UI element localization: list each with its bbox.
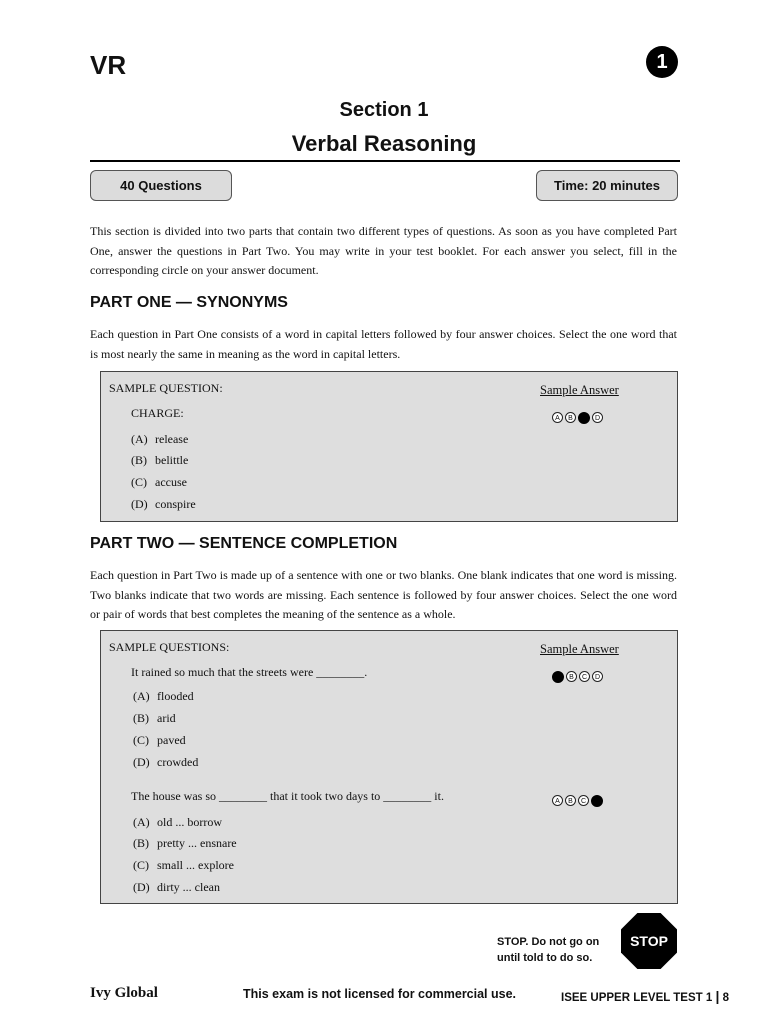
answer-bubble-b: B: [565, 795, 576, 806]
choice-text: dirty ... clean: [157, 880, 220, 894]
sample-question-box: [100, 371, 678, 522]
answer-bubble-a-filled: [552, 671, 564, 683]
answer-bubble-b: B: [565, 412, 576, 423]
choice-letter: (A): [133, 815, 150, 829]
answer-bubble-a: A: [552, 412, 563, 423]
choice-text: release: [155, 432, 189, 446]
choice-letter: (D): [131, 497, 148, 511]
part-two-instructions: Each question in Part Two is made up of a sentence with one or two blanks. One blank indicates that one word is missing. Two blanks indicate that two words are missing. Each sentence is followed by four answer choices. Select the one word or pair of words that best completes the meaning of the sentence as a whole.: [90, 568, 677, 621]
stop-instruction-line2: until told to do so.: [497, 952, 593, 964]
choice-letter: (A): [131, 432, 148, 446]
sample-question-label: SAMPLE QUESTION:: [109, 381, 223, 395]
choice-letter: (B): [133, 836, 149, 850]
choice-text: flooded: [157, 689, 194, 703]
answer-bubbles: [552, 795, 603, 807]
answer-bubbles: [552, 671, 603, 683]
time-limit-pill: Time: 20 minutes: [536, 170, 678, 201]
choice-letter: (A): [133, 689, 150, 703]
choice-text: accuse: [155, 475, 187, 489]
answer-bubble-b: B: [566, 671, 577, 682]
footer-brand-logo: Ivy Global: [90, 985, 158, 1001]
sample-questions-label: SAMPLE QUESTIONS:: [109, 640, 230, 654]
choice-text: arid: [157, 711, 176, 725]
choice-item: [133, 836, 237, 851]
section-number-badge: 1: [646, 46, 678, 78]
question-count-pill: 40 Questions: [90, 170, 232, 201]
stop-instruction: [497, 934, 599, 966]
choice-letter: (B): [131, 453, 147, 467]
stop-sign-label: STOP: [630, 933, 668, 949]
footer-test-info: [561, 988, 729, 1004]
choice-text: conspire: [155, 497, 196, 511]
part-two-heading: PART TWO — SENTENCE COMPLETION: [90, 535, 398, 552]
choice-letter: (B): [133, 711, 149, 725]
answer-bubbles: [552, 412, 603, 424]
section-code: VR: [90, 50, 127, 80]
sample-answer-label: Sample Answer: [540, 383, 619, 397]
choice-item: [133, 880, 220, 895]
answer-bubble-d: D: [592, 412, 603, 423]
sample-questions-box: [100, 630, 678, 904]
choice-item: [131, 475, 187, 490]
choice-letter: (D): [133, 755, 150, 769]
choice-text: paved: [157, 733, 186, 747]
footer-page-number: 8: [722, 992, 729, 1004]
answer-bubble-a: A: [552, 795, 563, 806]
sample-word: CHARGE:: [131, 406, 184, 420]
answer-bubble-c: C: [579, 671, 590, 682]
answer-bubble-d: D: [592, 671, 603, 682]
stop-sign-icon: [621, 913, 677, 969]
choice-item: [133, 815, 222, 830]
choice-text: crowded: [157, 755, 199, 769]
choice-item: [133, 711, 176, 726]
choice-item: [133, 755, 198, 770]
choice-letter: (C): [133, 733, 149, 747]
choice-letter: (C): [131, 475, 147, 489]
answer-bubble-c-filled: [578, 412, 590, 424]
choice-item: [133, 858, 234, 873]
choice-item: [133, 689, 194, 704]
question-stem: It rained so much that the streets were ________.: [131, 665, 368, 679]
footer-separator: |: [715, 988, 720, 1004]
answer-bubble-d-filled: [591, 795, 603, 807]
choice-letter: (C): [133, 858, 149, 872]
choice-item: [133, 733, 186, 748]
section-title: Section 1: [339, 99, 429, 121]
sample-answer-label: Sample Answer: [540, 642, 619, 656]
section-name: Verbal Reasoning: [291, 131, 477, 156]
choice-item: [131, 453, 188, 468]
choice-text: small ... explore: [157, 858, 234, 872]
footer-test-name: ISEE UPPER LEVEL TEST 1: [561, 992, 713, 1004]
answer-bubble-c: C: [578, 795, 589, 806]
choice-letter: (D): [133, 880, 150, 894]
intro-paragraph: This section is divided into two parts that contain two different types of questions. As soon as you have completed Part One, answer the questions in Part Two. You may write in your test booklet. For each answer you select, fill in the corresponding circle on your answer document.: [90, 224, 677, 277]
title-divider: [90, 160, 680, 162]
stop-instruction-line1: STOP. Do not go on: [497, 936, 600, 948]
choice-text: belittle: [155, 453, 189, 467]
choice-item: [131, 432, 188, 447]
choice-item: [131, 497, 196, 512]
choice-text: pretty ... ensnare: [157, 836, 237, 850]
choice-text: old ... borrow: [157, 815, 222, 829]
footer-license-notice: This exam is not licensed for commercial use.: [243, 987, 517, 1001]
question-stem: The house was so ________ that it took two days to ________ it.: [131, 789, 444, 803]
part-one-heading: PART ONE — SYNONYMS: [90, 294, 288, 311]
part-one-instructions: Each question in Part One consists of a word in capital letters followed by four answer choices. Select the one word that is most nearly the same in meaning as the word in capital letters.: [90, 327, 677, 361]
